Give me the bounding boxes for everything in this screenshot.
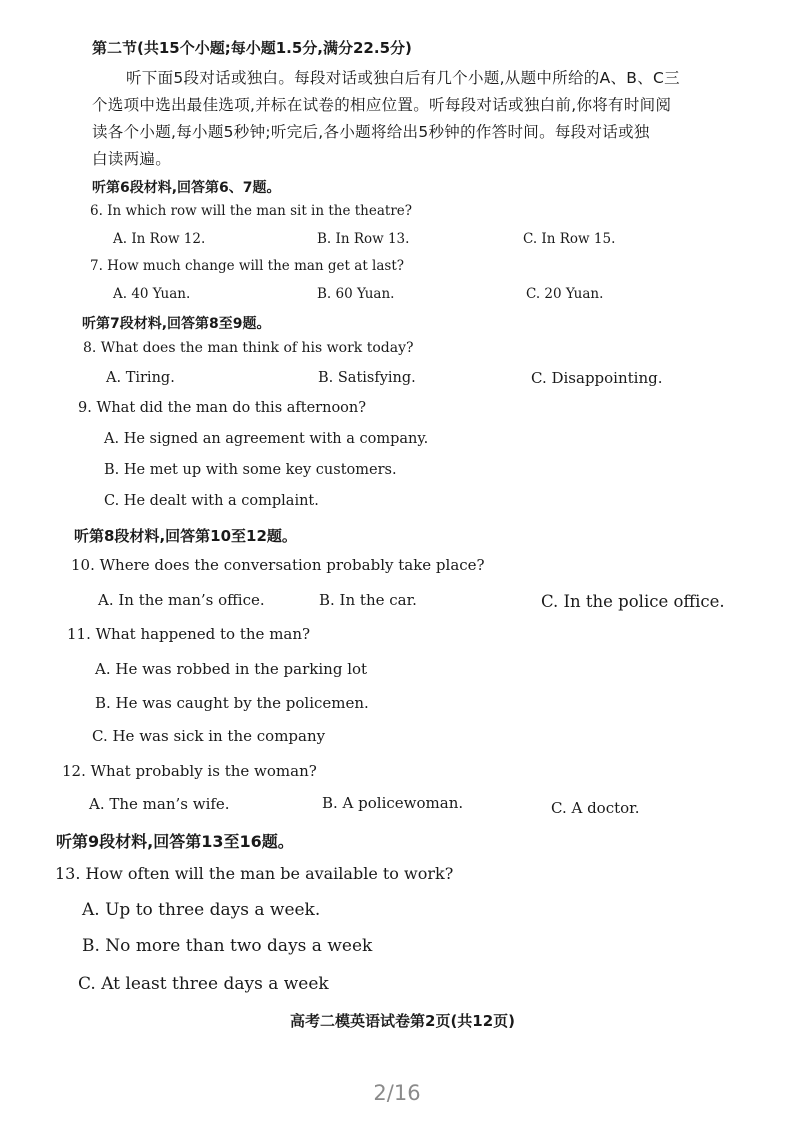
q11-option-a: A. He was robbed in the parking lot bbox=[95, 660, 368, 678]
page-footer: 高考二模英语试卷第2页(共12页) bbox=[290, 1012, 516, 1030]
q7-option-a: A. 40 Yuan. bbox=[113, 286, 191, 302]
q12-option-a: A. The man’s wife. bbox=[89, 795, 230, 813]
instruction-line: 个选项中选出最佳选项,并标在试卷的相应位置。听每段对话或独白前,你将有时间阅 bbox=[92, 96, 672, 114]
q10-option-a: A. In the man’s office. bbox=[98, 591, 265, 609]
question-10: 10. Where does the conversation probably take place? bbox=[71, 556, 485, 574]
q10-option-c: C. In the police office. bbox=[541, 592, 725, 611]
material-heading: 听第9段材料,回答第13至16题。 bbox=[56, 832, 294, 851]
q6-option-a: A. In Row 12. bbox=[113, 231, 206, 247]
q8-option-b: B. Satisfying. bbox=[318, 370, 416, 386]
instruction-line: 白读两遍。 bbox=[92, 150, 172, 168]
instruction-line: 读各个小题,每小题5秒钟;听完后,各小题将给出5秒钟的作答时间。每段对话或独 bbox=[92, 123, 650, 141]
q8-option-c: C. Disappointing. bbox=[531, 369, 663, 387]
q10-option-b: B. In the car. bbox=[319, 591, 417, 609]
question-6: 6. In which row will the man sit in the theatre? bbox=[90, 203, 412, 219]
q9-option-c: C. He dealt with a complaint. bbox=[104, 493, 319, 509]
section-heading: 第二节(共15个小题;每小题1.5分,满分22.5分) bbox=[92, 39, 412, 57]
q11-option-c: C. He was sick in the company bbox=[92, 727, 326, 745]
q8-option-a: A. Tiring. bbox=[106, 370, 175, 386]
instruction-line: 听下面5段对话或独白。每段对话或独白后有几个小题,从题中所给的A、B、C三 bbox=[126, 69, 680, 87]
question-13: 13. How often will the man be available to work? bbox=[55, 864, 454, 883]
q6-option-b: B. In Row 13. bbox=[317, 231, 410, 247]
material-heading: 听第7段材料,回答第8至9题。 bbox=[82, 316, 271, 332]
q13-option-b: B. No more than two days a week bbox=[82, 936, 373, 956]
material-heading: 听第8段材料,回答第10至12题。 bbox=[74, 527, 297, 545]
q7-option-c: C. 20 Yuan. bbox=[526, 286, 604, 302]
material-heading: 听第6段材料,回答第6、7题。 bbox=[92, 180, 281, 196]
question-7: 7. How much change will the man get at last? bbox=[90, 258, 404, 274]
q11-option-b: B. He was caught by the policemen. bbox=[95, 694, 369, 712]
question-8: 8. What does the man think of his work today? bbox=[83, 340, 414, 356]
q7-option-b: B. 60 Yuan. bbox=[317, 286, 395, 302]
q12-option-c: C. A doctor. bbox=[551, 799, 640, 817]
question-9: 9. What did the man do this afternoon? bbox=[78, 400, 367, 416]
q13-option-c: C. At least three days a week bbox=[78, 974, 329, 994]
q9-option-b: B. He met up with some key customers. bbox=[104, 462, 397, 478]
question-12: 12. What probably is the woman? bbox=[62, 762, 317, 780]
q12-option-b: B. A policewoman. bbox=[322, 794, 464, 812]
q13-option-a: A. Up to three days a week. bbox=[82, 900, 321, 920]
page-counter: 2/16 bbox=[373, 1081, 421, 1105]
q9-option-a: A. He signed an agreement with a company. bbox=[104, 431, 429, 447]
question-11: 11. What happened to the man? bbox=[67, 625, 311, 643]
q6-option-c: C. In Row 15. bbox=[523, 231, 616, 247]
